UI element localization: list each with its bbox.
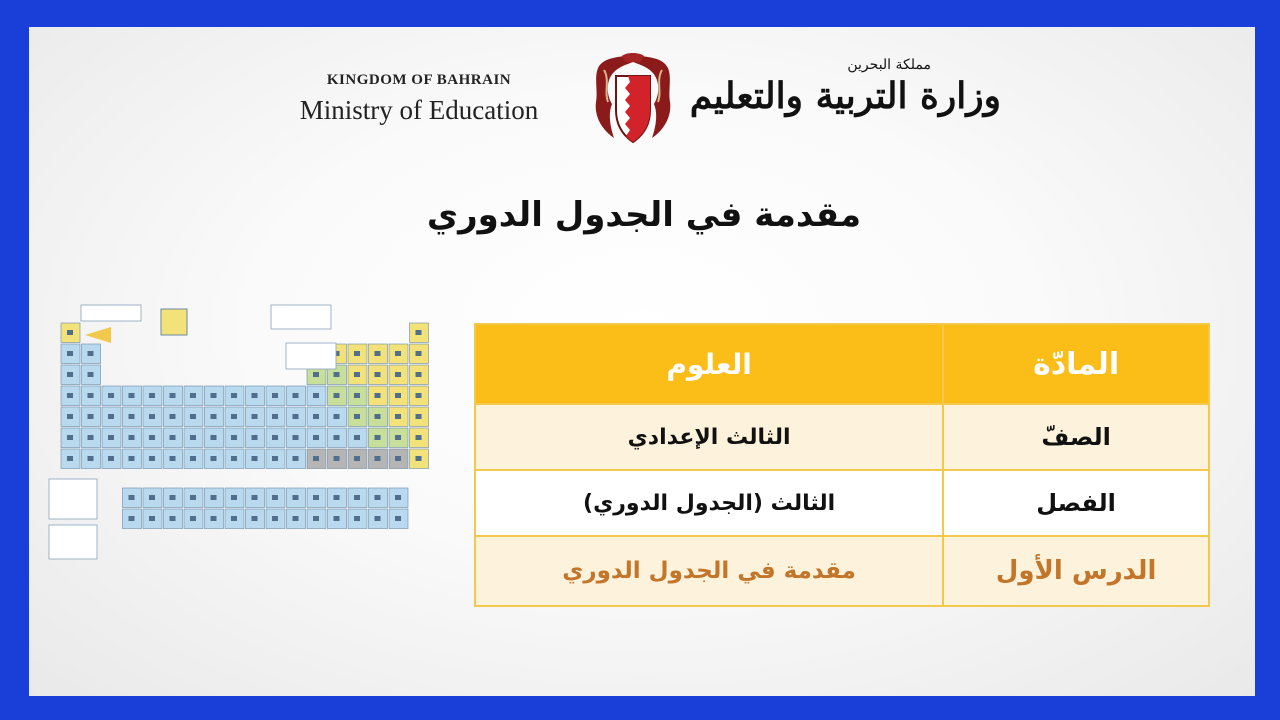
subject-value: العلوم — [475, 324, 943, 404]
grade-value: الثالث الإعدادي — [475, 404, 943, 470]
ministry-logo-arabic — [689, 57, 1001, 117]
ministry-label-english: Ministry of Education — [299, 95, 539, 125]
lesson-info-table — [474, 323, 1210, 607]
slide — [29, 27, 1255, 696]
lesson-value: مقدمة في الجدول الدوري — [475, 536, 943, 606]
table-header-row — [475, 324, 1209, 404]
chapter-value: الثالث (الجدول الدوري) — [475, 470, 943, 536]
table-row — [475, 404, 1209, 470]
ministry-logo-english — [273, 72, 565, 126]
kingdom-label-arabic: مملكة البحرين — [847, 57, 931, 73]
kingdom-label-english: KINGDOM OF BAHRAIN — [326, 72, 512, 88]
grade-label: الصفّ — [943, 404, 1209, 470]
subject-label: المادّة — [943, 324, 1209, 404]
bahrain-crest-icon — [592, 50, 674, 150]
page-title: مقدمة في الجدول الدوري — [426, 195, 862, 235]
chapter-label: الفصل — [943, 470, 1209, 536]
table-row — [475, 470, 1209, 536]
table-row — [475, 536, 1209, 606]
lesson-label: الدرس الأول — [943, 536, 1209, 606]
ministry-label-arabic: وزارة التربية والتعليم — [689, 75, 1001, 117]
periodic-table-image — [41, 303, 453, 567]
